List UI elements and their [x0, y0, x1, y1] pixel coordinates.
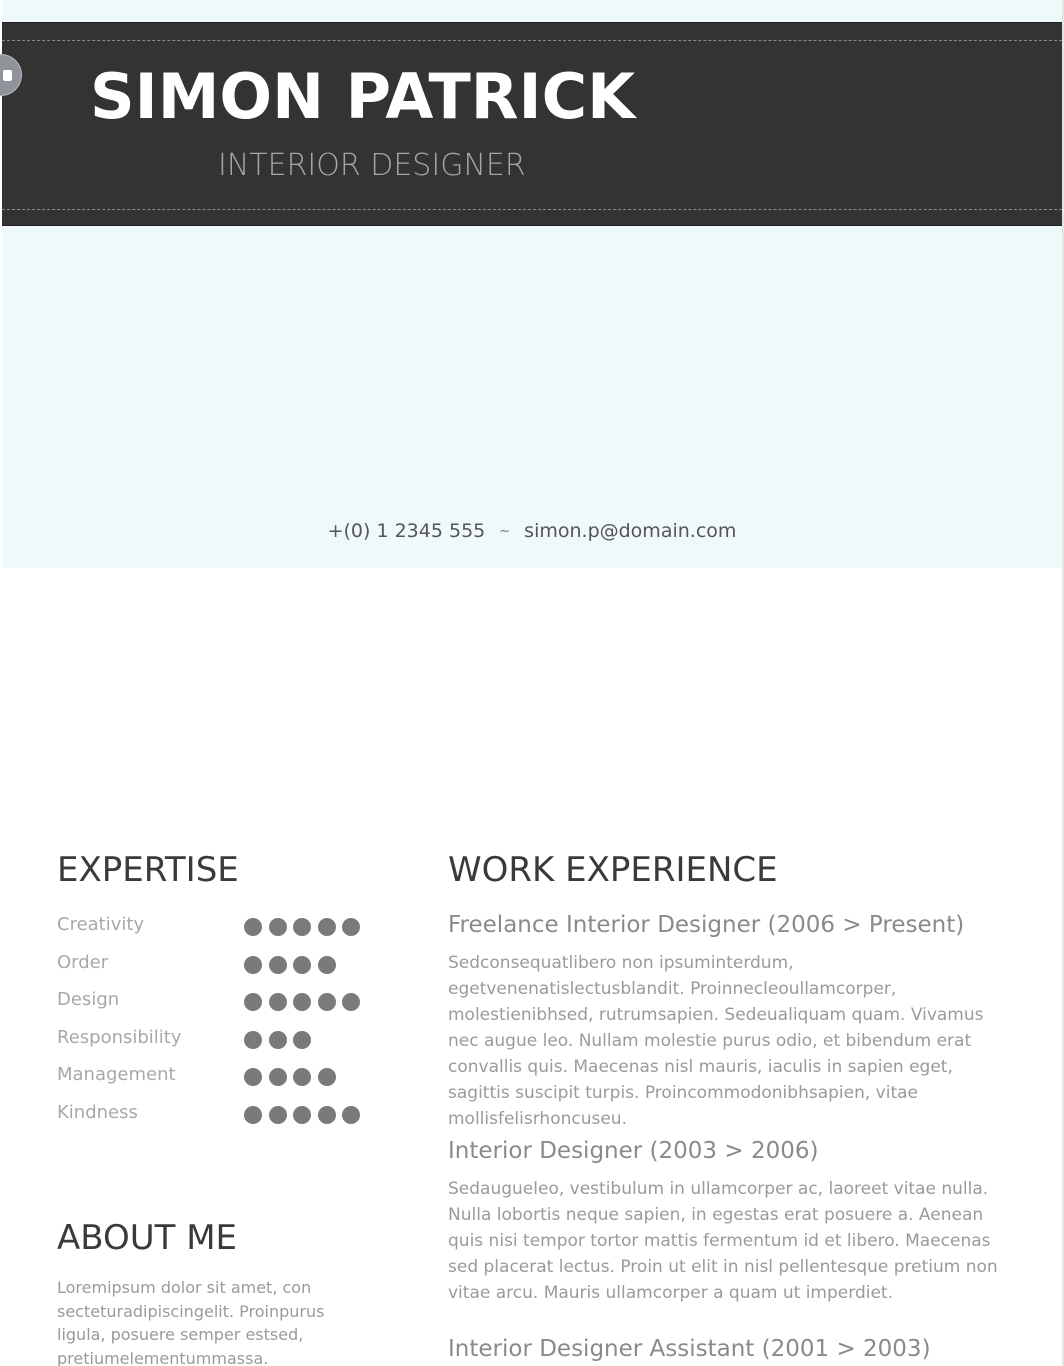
- expertise-heading: EXPERTISE: [57, 850, 239, 890]
- job-description: Sedconsequatlibero non ipsuminterdum, egetvenenatislectusblandit. Proinnecleoullamcorper, molestienibhsed, rutrumsapien. Sedeualiquam quam. Vivamus nec augue leo. Nullam molestie purus odio, et bibendum erat convallis quis. Maecenas nisl mauris, iaculis in sapien eget, sagittis suscipit turpis. Proincommodonibhsapien, vitae mollisfelisrhoncuseu.: [448, 953, 984, 1129]
- phone-text: +(0) 1 2345 555: [327, 520, 486, 542]
- skill-dot: [293, 956, 311, 974]
- name-heading: SIMON PATRICK: [90, 60, 636, 133]
- skill-dot: [342, 993, 360, 1011]
- job-title: Freelance Interior Designer (2006 > Present): [448, 912, 965, 938]
- skill-dot: [244, 918, 262, 936]
- skill-level-dots: [244, 1031, 311, 1049]
- header-stitch-top: [2, 40, 1062, 41]
- skill-label: Design: [57, 989, 120, 1011]
- skill-row: [57, 914, 377, 952]
- skill-dot: [293, 1068, 311, 1086]
- about-me-heading: ABOUT ME: [57, 1218, 238, 1258]
- jobs-list: [448, 910, 1013, 1364]
- skill-dot: [244, 993, 262, 1011]
- skill-dot: [342, 918, 360, 936]
- skill-dot: [293, 1106, 311, 1124]
- skill-dot: [244, 956, 262, 974]
- skill-label: Creativity: [57, 914, 145, 935]
- job-description: Sedaugueleo, vestibulum in ullamcorper ac, laoreet vitae nulla. Nulla lobortis neque sapien, in egestas erat posuere a. Aenean quis nisi tempor tortor mattis fermentum id et libero. Maecenas sed placerat lectus. Proin ut elit in nisl pellentesque pretium non vitae arcu. Mauris ullamcorper a quam ut imperdiet.: [448, 1179, 998, 1303]
- skill-label: Responsibility: [57, 1026, 182, 1048]
- skill-dot: [269, 956, 287, 974]
- about-me-text: Loremipsum dolor sit amet, con secteturadipiscingelit. Proinpurus ligula, posuere semper estsed, pretiumelementummassa.: [57, 1278, 325, 1366]
- work-experience-heading: WORK EXPERIENCE: [448, 850, 778, 890]
- skill-dot: [244, 1031, 262, 1049]
- skill-row: [57, 952, 377, 990]
- skill-dot: [318, 956, 336, 974]
- job-entry: [448, 1136, 1013, 1306]
- job-entry: [448, 910, 1013, 1132]
- skill-label: Management: [57, 1064, 176, 1086]
- skills-list: [57, 914, 377, 1140]
- email-text: simon.p@domain.com: [524, 520, 737, 542]
- contact-separator: ~: [499, 524, 511, 539]
- skill-dot: [269, 918, 287, 936]
- skill-level-dots: [244, 993, 360, 1011]
- skill-dot: [269, 1031, 287, 1049]
- skill-row: [57, 1027, 377, 1065]
- skill-dot: [293, 993, 311, 1011]
- job-entry: [448, 1334, 1013, 1364]
- job-title: Interior Designer Assistant (2001 > 2003): [448, 1336, 931, 1362]
- skill-dot: [293, 1031, 311, 1049]
- skill-dot: [269, 993, 287, 1011]
- skill-dot: [342, 1106, 360, 1124]
- skill-level-dots: [244, 1068, 336, 1086]
- skill-dot: [318, 1106, 336, 1124]
- skill-label: Order: [57, 951, 109, 973]
- skill-row: [57, 989, 377, 1027]
- skill-row: [57, 1102, 377, 1140]
- skill-dot: [269, 1106, 287, 1124]
- tab-glyph-icon: [3, 70, 12, 81]
- skill-dot: [293, 918, 311, 936]
- job-title: Interior Designer (2003 > 2006): [448, 1138, 819, 1164]
- skill-dot: [269, 1068, 287, 1086]
- skill-level-dots: [244, 918, 360, 936]
- skill-dot: [318, 918, 336, 936]
- skill-label: Kindness: [57, 1101, 138, 1123]
- skill-level-dots: [244, 1106, 360, 1124]
- skill-dot: [244, 1106, 262, 1124]
- contact-line: [0, 520, 1064, 542]
- skill-dot: [244, 1068, 262, 1086]
- skill-dot: [318, 993, 336, 1011]
- skill-dot: [318, 1068, 336, 1086]
- skill-level-dots: [244, 956, 336, 974]
- role-subtitle: INTERIOR DESIGNER: [218, 148, 526, 183]
- skill-row: [57, 1064, 377, 1102]
- header-stitch-bottom: [2, 209, 1062, 210]
